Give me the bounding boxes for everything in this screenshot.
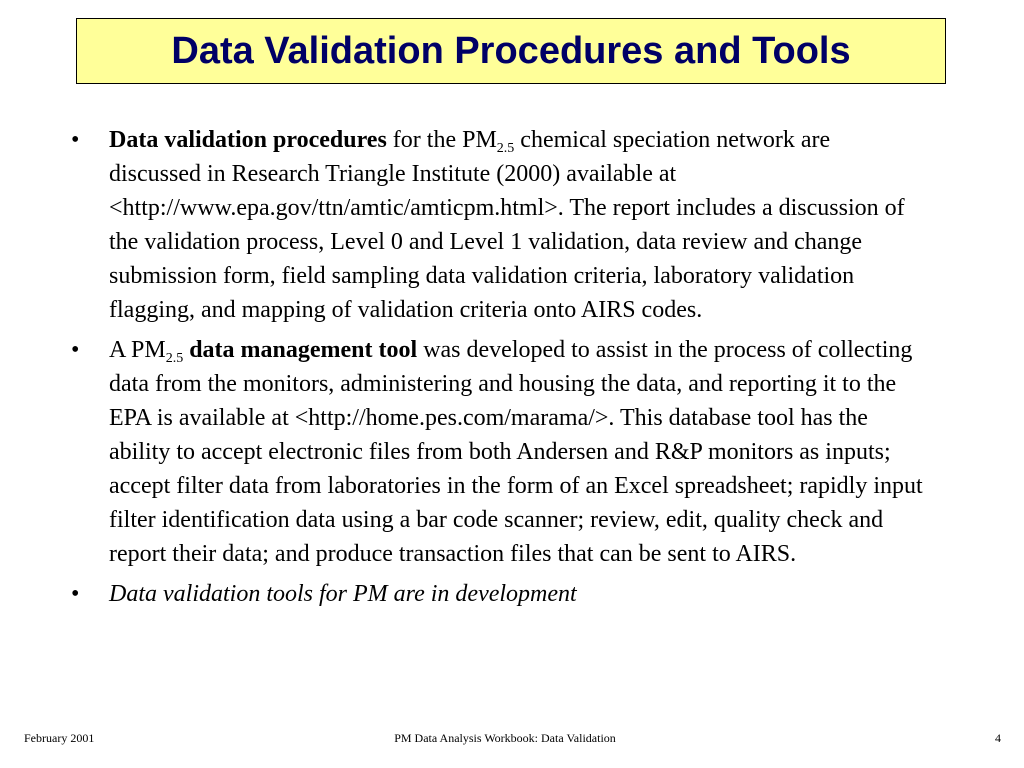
bullet-dot-icon: • — [71, 337, 80, 363]
bullet-2-bold-mid: data management tool — [183, 337, 418, 363]
bullet-list — [68, 123, 928, 617]
bullet-1-text-after-sub: chemical speciation network are discussed in Research Triangle Institute (2000) available at <http://www.epa.gov/ttn/amtic/amticpm.html>. The report includes a discussion of the validation process, Level 0 and Level 1 validation, data review and change submission form, field sampling data validation criteria, laboratory validation flagging, and mapping of validation criteria onto AIRS codes. — [109, 127, 905, 323]
footer-date: February 2001 — [24, 731, 95, 745]
footer-workbook-title: PM Data Analysis Workbook: Data Validation — [394, 731, 616, 745]
title-box — [76, 18, 946, 84]
bullet-item-tools-in-development — [68, 577, 928, 611]
bullet-2-subscript: 2.5 — [165, 351, 184, 366]
bullet-3-italic-text: Data validation tools for PM are in development — [109, 581, 577, 607]
bullet-item-management-tool — [68, 333, 928, 571]
bullet-dot-icon: • — [71, 581, 80, 607]
slide-title: Data Validation Procedures and Tools — [171, 29, 851, 72]
bullet-dot-icon: • — [71, 127, 80, 153]
bullet-2-text-after-bold: was developed to assist in the process of collecting data from the monitors, administering and housing the data, and reporting it to the EPA is available at <http://home.pes.com/marama/>. This database tool has the ability to accept electronic files from both Andersen and R&P monitors as inputs; accept filter data from laboratories in the form of an Excel spreadsheet; rapidly input filter identification data using a bar code scanner; review, edit, quality check and report their data; and produce transaction files that can be sent to AIRS. — [109, 337, 923, 567]
bullet-item-procedures — [68, 123, 928, 327]
footer-page-number: 4 — [995, 731, 1001, 745]
bullet-1-text-before-sub: for the PM — [386, 127, 497, 153]
bullet-2-text-before-sub: A PM — [109, 337, 166, 363]
bullet-1-bold-lead: Data validation procedures — [109, 127, 387, 153]
bullet-1-subscript: 2.5 — [496, 141, 515, 156]
